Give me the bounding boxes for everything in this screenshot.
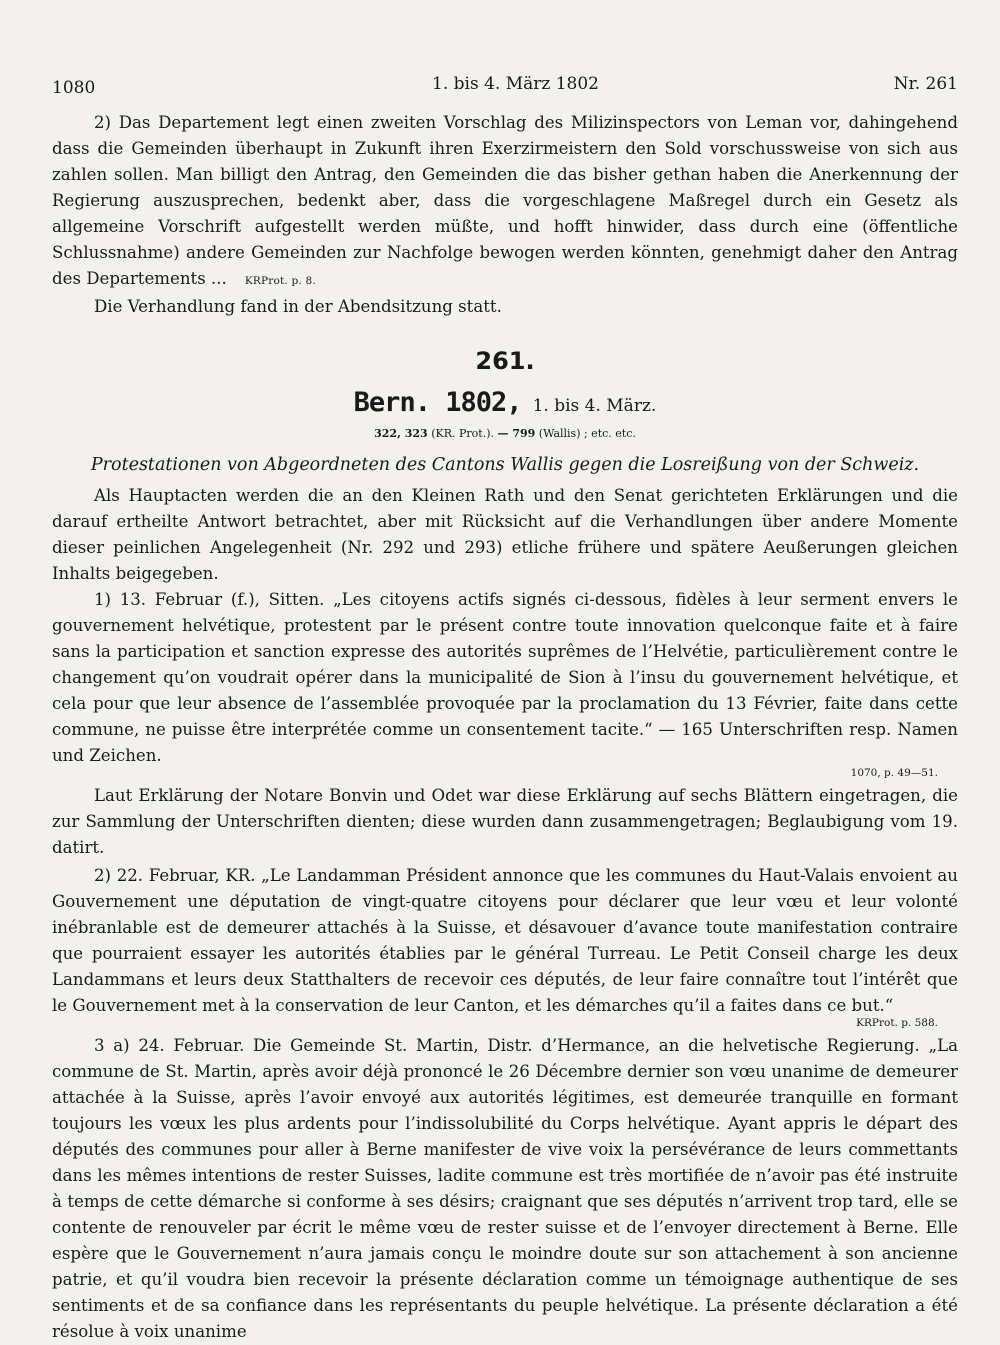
note-paragraph: Laut Erklärung der Notare Bonvin und Odet war diese Erklärung auf sechs Blättern eingetragen, die zur Sammlung der Unterschriften dienten; diese wurden dann zusammengetragen; Beglaubigung vom 19. datirt. xyxy=(52,786,958,857)
running-head-number: Nr. 261 xyxy=(893,74,958,94)
sources-volume-b: — 799 xyxy=(497,427,536,440)
document-number: 261. xyxy=(475,347,535,375)
running-head xyxy=(52,70,958,110)
previous-paragraph-1-text: 2) Das Departement legt einen zweiten Vorschlag des Milizinspectors von Leman vor, dahingehend dass die Gemeinden überhaupt in Zukunft ihren Exerzirmeistern den Sold vorschussweise von sich aus zahlen sollen. Man billigt den Antrag, den Gemeinden die das bisher gethan haben die Anerkennung der Regierung auszusprechen, bedenkt aber, dass die vorgeschlagene Maßregel durch ein Gesetz als allgemeine Vorschrift aufgestellt werden müßte, und hofft hinwider, dass durch eine (öffentliche Schlussnahme) andere Gemeinden zur Nachfolge bewogen werden könnten, genehmigt daher den Antrag des Departements ... xyxy=(52,113,958,288)
page-number: 1080 xyxy=(52,78,96,98)
running-head-date: 1. bis 4. März 1802 xyxy=(432,74,599,94)
item-1-paragraph: 1) 13. Februar (f.), Sitten. „Les citoyens actifs signés ci-dessous, fidèles à leur serment envers le gouvernement helvétique, protestent par le présent contre toute innovation quelconque faite et à faire sans la participation et sanction expresse des autorités suprêmes de l’Helvétie, particulièrement contre le changement qu’on voudrait opérer dans la municipalité de Sion à l’insu du gouvernement helvétique, et cela pour que leur absence de l’assemblée provoquée par la proclamation du 13 Février, faite dans cette commune, ne puisse être interprétée comme un consentement tacite.“ — 165 Unterschriften resp. Namen und Zeichen. xyxy=(52,590,958,765)
previous-paragraph-2: Die Verhandlung fand in der Abendsitzung statt. xyxy=(94,297,502,316)
document-heading xyxy=(52,386,958,423)
item-2-paragraph: 2) 22. Februar, KR. „Le Landamman Président annonce que les communes du Haut-Valais envoient au Gouvernement une députation de vingt-quatre citoyens pour déclarer que leur vœu et leur volonté inébranlable est de demeurer attachés à la Suisse, et désavouer d’avance toute manifestation contraire que pourraient essayer les autorités établies par le général Turreau. Le Petit Conseil charge les deux Landammans et leurs deux Statthalters de recevoir ces députés, de leur faire connaître tout l’intérêt que le Gouvernement met à la conservation de leur Canton, et les démarches qu’il a faites dans ce but.“ xyxy=(52,866,958,1015)
previous-paragraph-1 xyxy=(52,110,958,294)
sources-volume-a: 322, 323 xyxy=(374,427,428,440)
sources-label-a: (KR. Prot.). xyxy=(431,427,494,440)
document-date-range: 1. bis 4. März. xyxy=(532,396,657,416)
document-sources xyxy=(52,425,958,443)
item-1-reference: 1070, p. 49—51. xyxy=(850,767,938,779)
sources-label-b: (Wallis) ; etc. etc. xyxy=(538,427,636,440)
intro-paragraph: Als Hauptacten werden die an den Kleinen Rath und den Senat gerichteten Erklärungen und die darauf ertheilte Antwort betrachtet, aber mit Rücksicht auf die Verhandlungen über andere Momente dieser peinlichen Angelegenheit (Nr. 292 und 293) etliche frühere und spätere Aeußerungen gleichen Inhalts beigegeben. xyxy=(52,486,958,583)
source-reference: KRProt. p. 8. xyxy=(244,275,316,287)
item-2-reference: KRProt. p. 588. xyxy=(856,1017,938,1029)
document-place: Bern. 1802, xyxy=(353,387,522,418)
document-title: Protestationen von Abgeordneten des Cantons Wallis gegen die Losreißung von der Schweiz. xyxy=(90,455,920,475)
item-3-paragraph: 3 a) 24. Februar. Die Gemeinde St. Martin, Distr. d’Hermance, an die helvetische Regierung. „La commune de St. Martin, après avoir déjà prononcé le 26 Décembre dernier son vœu unanime de demeurer attachée à la Suisse, après l’avoir envoyé aux autorités légitimes, est demeurée tranquille en formant toujours les vœux les plus ardents pour l’indissolubilité du Corps helvétique. Ayant appris le départ des députés des communes pour aller à Berne manifester de vive voix la persévérance de leurs commettants dans les mêmes intentions de rester Suisses, ladite commune est très mortifiée de n’avoir pas été instruite à temps de cette démarche si conforme à ses désirs; craignant que ses députés n’arrivent trop tard, elle se contente de renouveler par écrit le même vœu de rester suisse et de l’envoyer directement à Berne. Elle espère que le Gouvernement n’aura jamais conçu le moindre doute sur son attachement à son ancienne patrie, et qu’il voudra bien recevoir la présente déclaration comme un témoignage authentique de ses sentiments et de sa confiance dans les représentants du peuple helvétique. La présente déclaration a été résolue à voix unanime xyxy=(52,1036,958,1341)
